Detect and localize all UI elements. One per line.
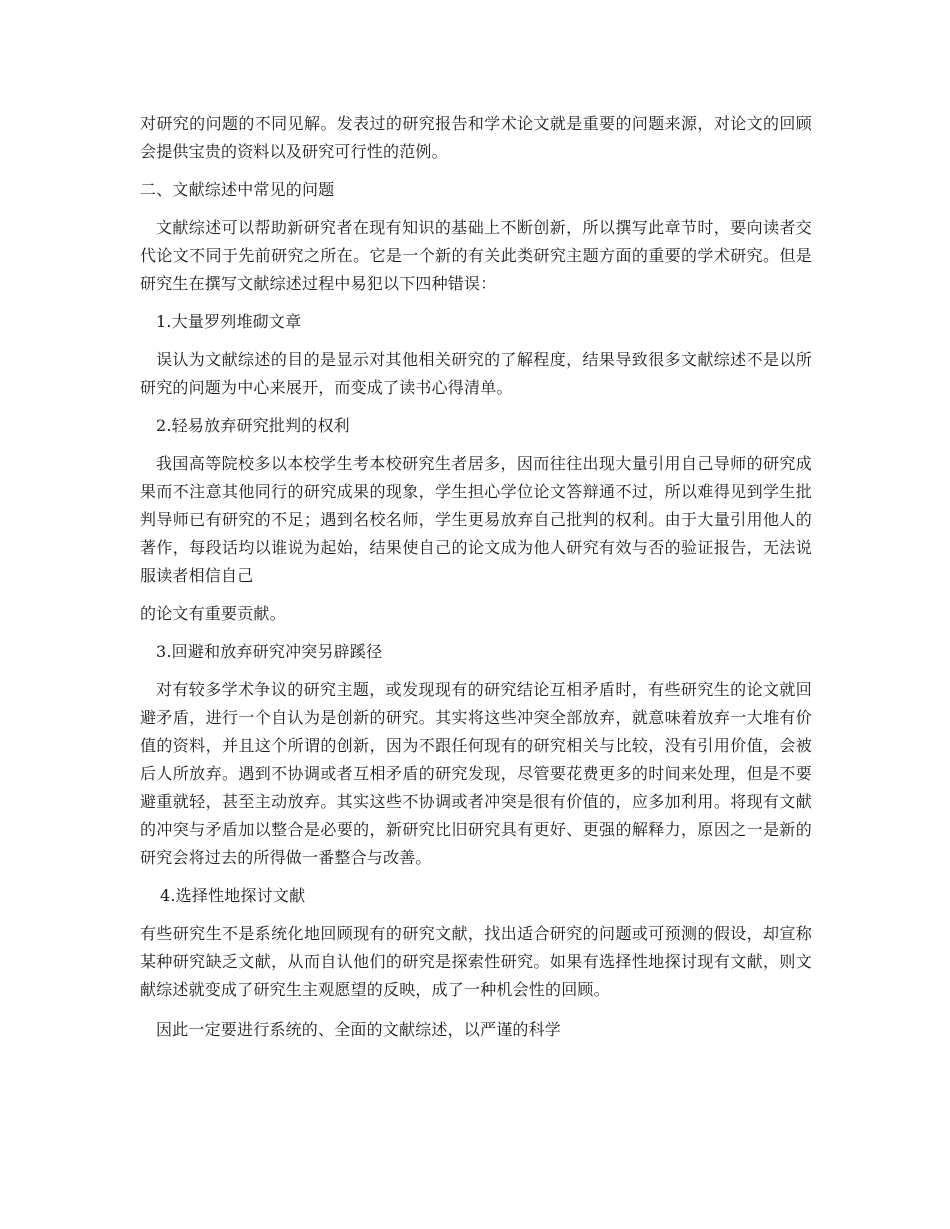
- subheading-1: 1.大量罗列堆砌文章: [156, 312, 302, 331]
- paragraph-4: 有些研究生不是系统化地回顾现有的研究文献，找出适合研究的问题或可预测的假设，却宣称某种研究缺乏文献，从而自认他们的研究是探索性研究。如果有选择性地探讨现有文献，则文献综述就变成了研究生主观愿望的反映，成了一种机会性的回顾。: [140, 924, 812, 999]
- paragraph-2: 我国高等院校多以本校学生考本校研究生者居多，因而往往出现大量引用自己导师的研究成果而不注意其他同行的研究成果的现象，学生担心学位论文答辩通不过，所以难得见到学生批判导师已有研究的不足；遇到名校名师，学生更易放弃自己批判的权利。由于大量引用他人的著作，每段话均以谁说为起始，结果使自己的论文成为他人研究有效与否的验证报告，无法说服读者相信自己: [140, 454, 812, 585]
- paragraph-1: 误认为文献综述的目的是显示对其他相关研究的了解程度，结果导致很多文献综述不是以所研究的问题为中心来展开，而变成了读书心得清单。: [140, 350, 812, 397]
- subheading-3: 3.回避和放弃研究冲突另辟蹊径: [156, 642, 383, 661]
- paragraph-conclusion: 因此一定要进行系统的、全面的文献综述，以严谨的科学: [156, 1020, 562, 1039]
- section-heading: 二、文献综述中常见的问题: [140, 180, 335, 199]
- paragraph-2-continued: 的论文有重要贡献。: [140, 604, 286, 623]
- subheading-4: 4.选择性地探讨文献: [160, 886, 306, 905]
- paragraph-intro: 对研究的问题的不同见解。发表过的研究报告和学术论文就是重要的问题来源，对论文的回顾会提供宝贵的资料以及研究可行性的范例。: [140, 114, 812, 161]
- subheading-2: 2.轻易放弃研究批判的权利: [156, 416, 350, 435]
- paragraph-3: 对有较多学术争议的研究主题，或发现现有的研究结论互相矛盾时，有些研究生的论文就回避矛盾，进行一个自认为是创新的研究。其实将这些冲突全部放弃，就意味着放弃一大堆有价值的资料，并且这个所谓的创新，因为不跟任何现有的研究相关与比较，没有引用价值，会被后人所放弃。遇到不协调或者互相矛盾的研究发现，尽管要花费更多的时间来处理，但是不要避重就轻，甚至主动放弃。其实这些不协调或者冲突是很有价值的，应多加利用。将现有文献的冲突与矛盾加以整合是必要的，新研究比旧研究具有更好、更强的解释力，原因之一是新的研究会将过去的所得做一番整合与改善。: [140, 680, 812, 867]
- document-page: [140, 110, 812, 1044]
- paragraph-overview: 文献综述可以帮助新研究者在现有知识的基础上不断创新，所以撰写此章节时，要向读者交代论文不同于先前研究之所在。它是一个新的有关此类研究主题方面的重要的学术研究。但是研究生在撰写文献综述过程中易犯以下四种错误：: [140, 218, 812, 293]
